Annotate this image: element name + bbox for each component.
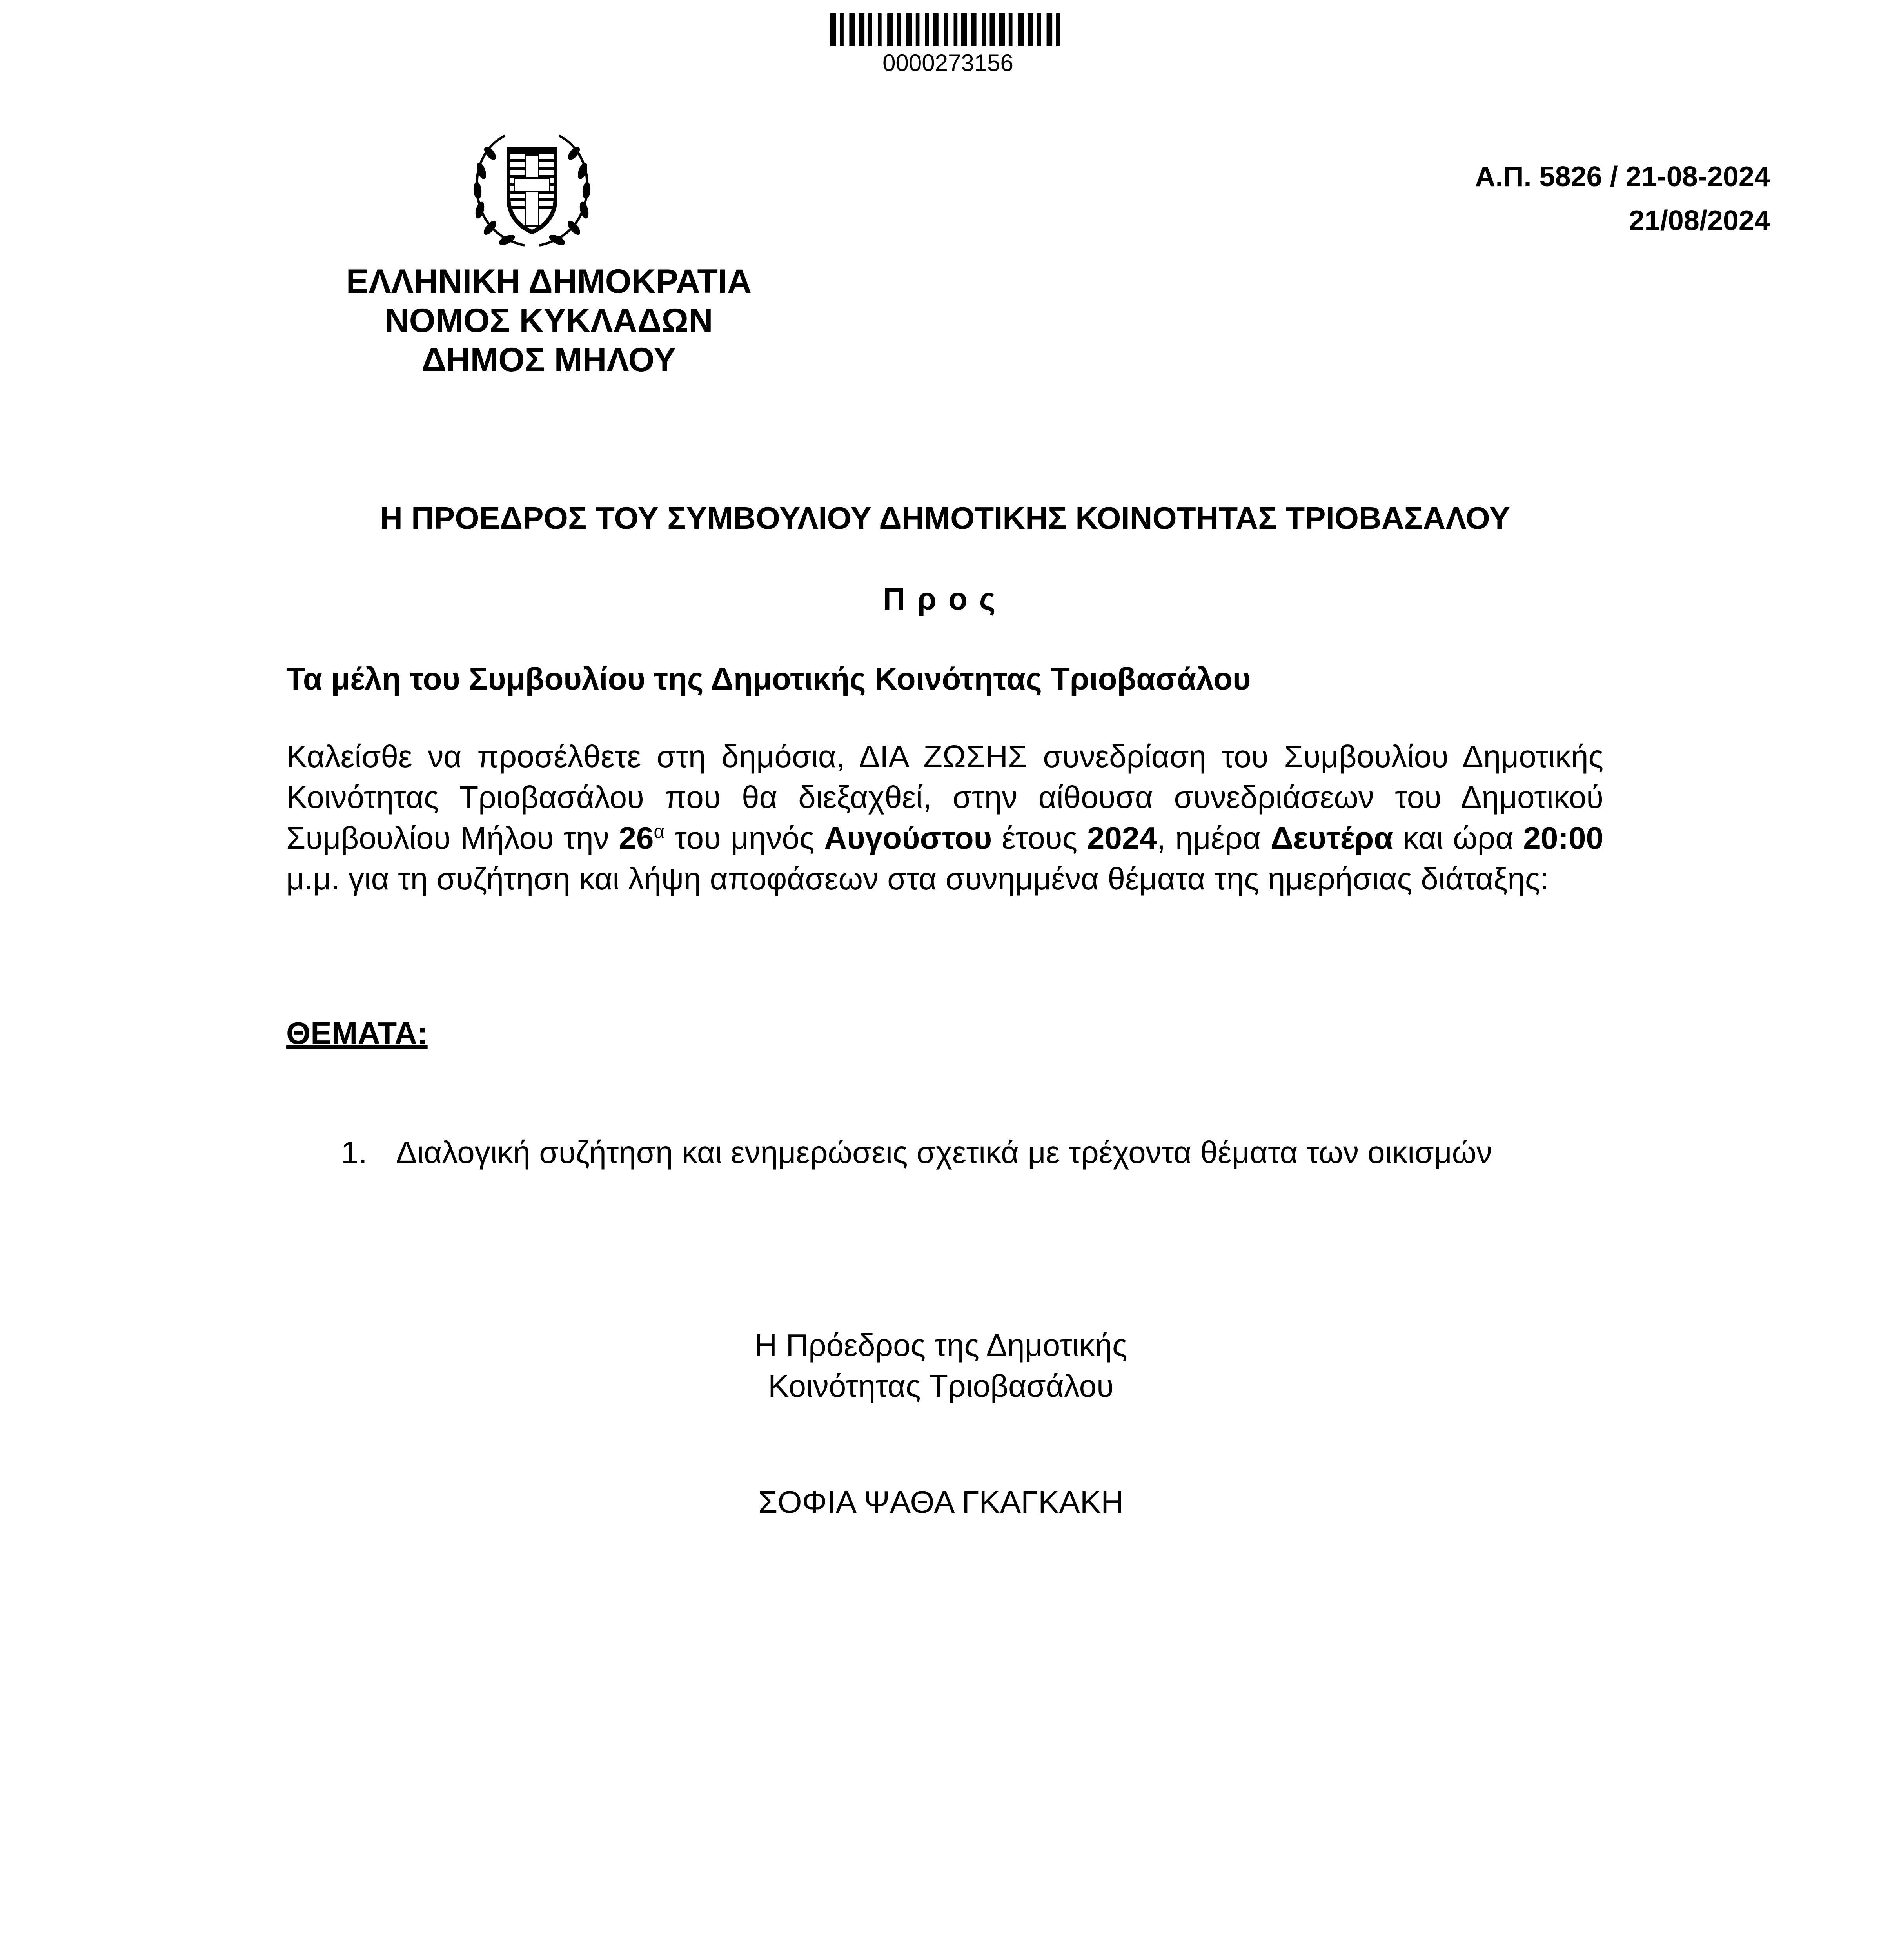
pros-heading: Προς xyxy=(882,581,1008,616)
barcode-bar xyxy=(1056,13,1060,46)
meeting-time: 20:00 xyxy=(1523,820,1604,855)
meeting-weekday: Δευτέρα xyxy=(1270,820,1393,855)
protocol-date: 21/08/2024 xyxy=(1629,205,1770,236)
barcode-bar xyxy=(989,13,995,46)
barcode-bar xyxy=(906,13,912,46)
barcode-number: 0000273156 xyxy=(882,50,1013,76)
barcode-bar xyxy=(916,13,920,46)
issuer-municipality: ΔΗΜΟΣ ΜΗΛΟΥ xyxy=(421,341,676,379)
topic-text: Διαλογική συζήτηση και ενημερώσεις σχετικά με τρέχοντα θέματα των οικισμών xyxy=(396,1135,1492,1170)
barcode-bar xyxy=(944,13,948,46)
signatory-name: ΣΟΦΙΑ ΨΑΘΑ ΓΚΑΓΚΑΚΗ xyxy=(758,1485,1124,1519)
meeting-month: Αυγούστου xyxy=(824,820,992,855)
list-item xyxy=(341,1132,1517,1173)
barcode-bar xyxy=(961,13,967,46)
issuer-country: ΕΛΛΗΝΙΚΗ ΔΗΜΟΚΡΑΤΙΑ xyxy=(346,263,752,300)
barcode-bar xyxy=(878,13,882,46)
barcode-bar xyxy=(1047,13,1053,46)
barcode-bar xyxy=(971,13,977,46)
hellenic-emblem-icon xyxy=(466,132,598,249)
barcode-bar xyxy=(982,13,986,46)
barcode-bar xyxy=(925,13,929,46)
barcode-bar xyxy=(830,13,836,46)
barcode-bar xyxy=(840,13,844,46)
barcode-bar xyxy=(849,13,855,46)
barcode-bar xyxy=(999,13,1005,46)
barcode-bar xyxy=(859,13,865,46)
barcode-bar xyxy=(897,13,901,46)
president-heading: Η ΠΡΟΕΔΡΟΣ ΤΟΥ ΣΥΜΒΟΥΛΙΟΥ ΔΗΜΟΤΙΚΗΣ ΚΟΙΝΟΤΗΤΑΣ ΤΡΙΟΒΑΣΑΛΟΥ xyxy=(380,501,1510,535)
signature-title-line-2: Κοινότητας Τριοβασάλου xyxy=(768,1368,1114,1403)
barcode-bar xyxy=(954,13,958,46)
recipients-line: Τα μέλη του Συμβουλίου της Δημοτικής Κοινότητας Τριοβασάλου xyxy=(286,661,1251,696)
barcode-bar xyxy=(933,13,939,46)
invitation-paragraph: Καλείσθε να προσέλθετε στη δημόσια, ΔΙΑ ΖΩΣΗΣ συνεδρίαση του Συμβουλίου Δημοτικής Κοινότητας Τριοβασάλου που θα διεξαχθεί, στην αίθουσα συνεδριάσεων του Δημοτικού Συμβουλίου Μήλου την $26^\alpha$ του μηνός Αυγούστου έτους 2024, ημέρα Δευτέρα και ώρα 20:00 μ.μ. για τη συζήτηση και λήψη αποφάσεων στα συνημμένα θέματα της ημερήσιας διάταξης: xyxy=(286,739,1604,896)
barcode-bar xyxy=(887,13,893,46)
meeting-year: 2024 xyxy=(1087,820,1157,855)
barcode xyxy=(830,13,1066,46)
barcode-bar xyxy=(1009,13,1013,46)
meeting-day: 26 xyxy=(619,820,654,855)
barcode-bar xyxy=(1037,13,1041,46)
issuer-prefecture: ΝΟΜΟΣ ΚΥΚΛΑΔΩΝ xyxy=(385,302,713,339)
topic-number: 1. xyxy=(341,1135,367,1170)
meeting-day-suffix: α xyxy=(654,821,665,842)
barcode-bar xyxy=(868,13,872,46)
barcode-bar xyxy=(1028,13,1033,46)
barcode-bar xyxy=(1018,13,1024,46)
protocol-number: Α.Π. 5826 / 21-08-2024 xyxy=(1475,161,1770,192)
topics-heading: ΘΕΜΑΤΑ: xyxy=(286,1016,428,1051)
signature-title-line-1: Η Πρόεδρος της Δημοτικής xyxy=(754,1328,1127,1363)
